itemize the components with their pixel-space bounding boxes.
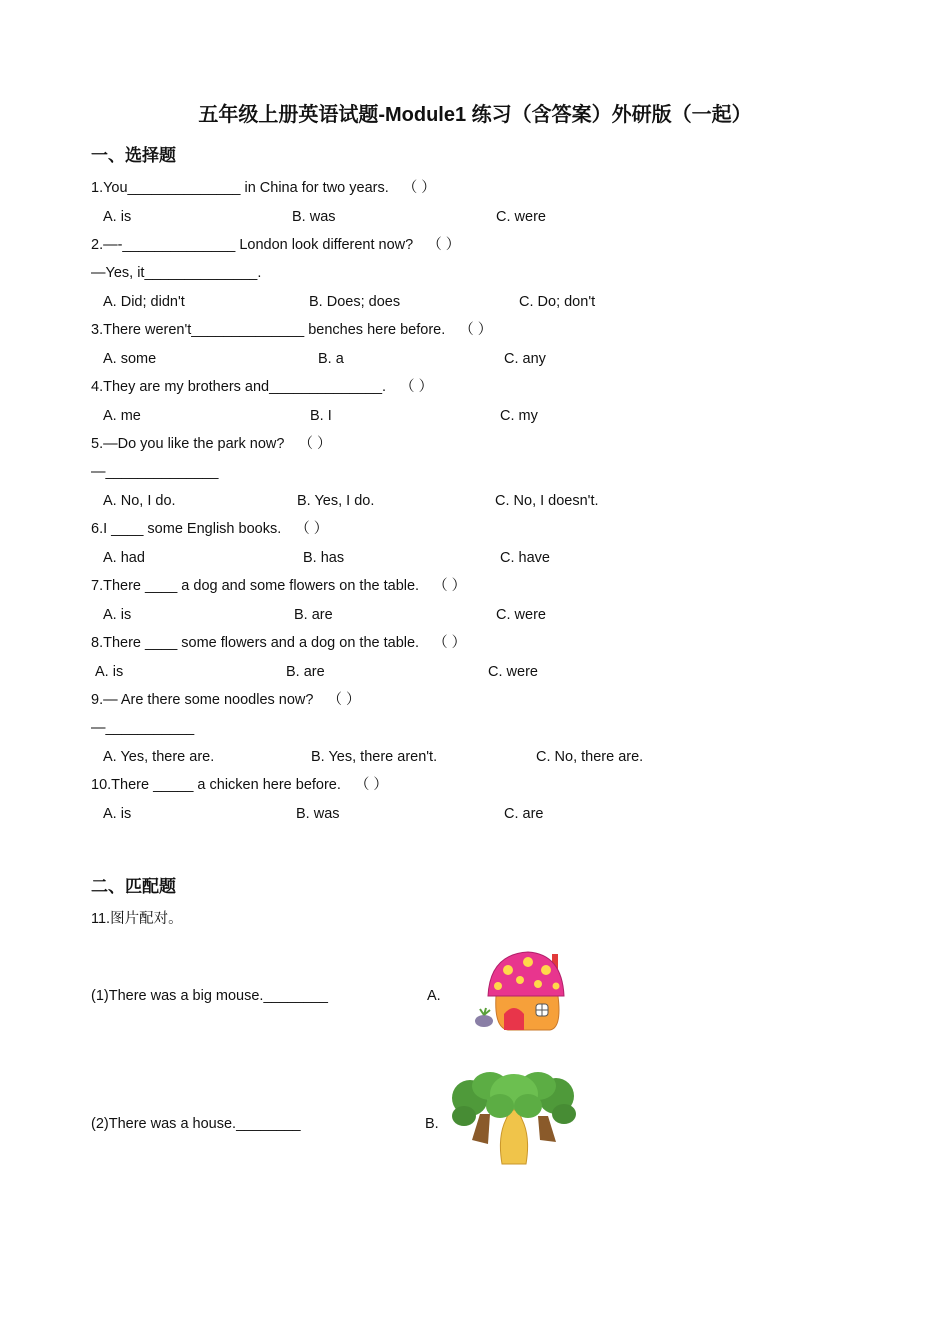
option-a: A. is (103, 607, 132, 623)
question-2 (91, 235, 460, 255)
answer-paren: （ ） (295, 521, 329, 537)
answer-paren: （ ） (427, 237, 461, 253)
trees-image (448, 1070, 580, 1168)
option-a: A. me (103, 408, 141, 424)
option-b: B. Yes, there aren't. (311, 749, 438, 765)
question-8 (91, 633, 466, 653)
option-b: B. Yes, I do. (297, 493, 375, 509)
answer-paren: （ ） (354, 777, 388, 793)
section-heading-choice: 一、选择题 (91, 146, 176, 165)
question-text: 10.There _____ a chicken here before. (91, 777, 341, 793)
answer-paren: （ ） (327, 692, 361, 708)
option-b: B. was (296, 806, 340, 822)
option-c: C. Do; don't (519, 294, 596, 310)
question-1 (91, 178, 436, 198)
option-c: C. any (504, 351, 546, 367)
answer-paren: （ ） (459, 322, 493, 338)
option-b: B. I (310, 408, 332, 424)
option-b: B. has (303, 550, 345, 566)
mushroom-house-image (462, 948, 572, 1038)
question-text: 9.— Are there some noodles now? (91, 692, 314, 708)
match-item-2: (2)There was a house.________ (91, 1116, 301, 1132)
question-2-reply: —Yes, it______________. (91, 265, 262, 281)
question-4 (91, 377, 433, 397)
option-b: B. are (286, 664, 325, 680)
option-c: C. were (488, 664, 538, 680)
option-c: C. my (500, 408, 538, 424)
option-a: A. Did; didn't (103, 294, 185, 310)
answer-paren: （ ） (402, 180, 436, 196)
option-c: C. were (496, 209, 546, 225)
answer-paren: （ ） (400, 379, 434, 395)
question-text: 4.They are my brothers and______________. (91, 379, 387, 395)
option-a: A. is (95, 664, 124, 680)
match-letter-a: A. (427, 988, 441, 1004)
option-a: A. is (103, 209, 132, 225)
match-letter-b: B. (425, 1116, 439, 1132)
option-c: C. No, there are. (536, 749, 644, 765)
option-b: B. a (318, 351, 344, 367)
option-a: A. had (103, 550, 145, 566)
question-9 (91, 690, 361, 710)
option-b: B. Does; does (309, 294, 401, 310)
question-10 (91, 775, 388, 795)
answer-paren: （ ） (298, 436, 332, 452)
match-item-1: (1)There was a big mouse.________ (91, 988, 328, 1004)
question-text: 8.There ____ some flowers and a dog on the table. (91, 635, 420, 651)
question-3 (91, 320, 492, 340)
question-6 (91, 519, 328, 539)
question-5 (91, 434, 331, 454)
question-text: 7.There ____ a dog and some flowers on the table. (91, 578, 420, 594)
answer-paren: （ ） (433, 578, 467, 594)
question-text: 5.—Do you like the park now? (91, 436, 285, 452)
option-a: A. is (103, 806, 132, 822)
question-text: 6.I ____ some English books. (91, 521, 282, 537)
option-a: A. No, I do. (103, 493, 176, 509)
question-11: 11.图片配对。 (91, 911, 183, 927)
option-c: C. are (504, 806, 544, 822)
question-7 (91, 576, 466, 596)
question-9-reply: —___________ (91, 720, 195, 736)
question-text: 3.There weren't______________ benches here before. (91, 322, 446, 338)
option-c: C. have (500, 550, 550, 566)
page-title: 五年级上册英语试题-Module1 练习（含答案）外研版（一起） (198, 104, 752, 126)
question-5-reply: —______________ (91, 464, 219, 480)
question-text: 1.You______________ in China for two years. (91, 180, 389, 196)
option-b: B. was (292, 209, 336, 225)
option-a: A. some (103, 351, 157, 367)
answer-paren: （ ） (433, 635, 467, 651)
option-c: C. were (496, 607, 546, 623)
option-c: C. No, I doesn't. (495, 493, 599, 509)
question-text: 2.—-______________ London look different now? (91, 237, 414, 253)
option-a: A. Yes, there are. (103, 749, 215, 765)
option-b: B. are (294, 607, 333, 623)
section-heading-matching: 二、匹配题 (91, 877, 176, 896)
